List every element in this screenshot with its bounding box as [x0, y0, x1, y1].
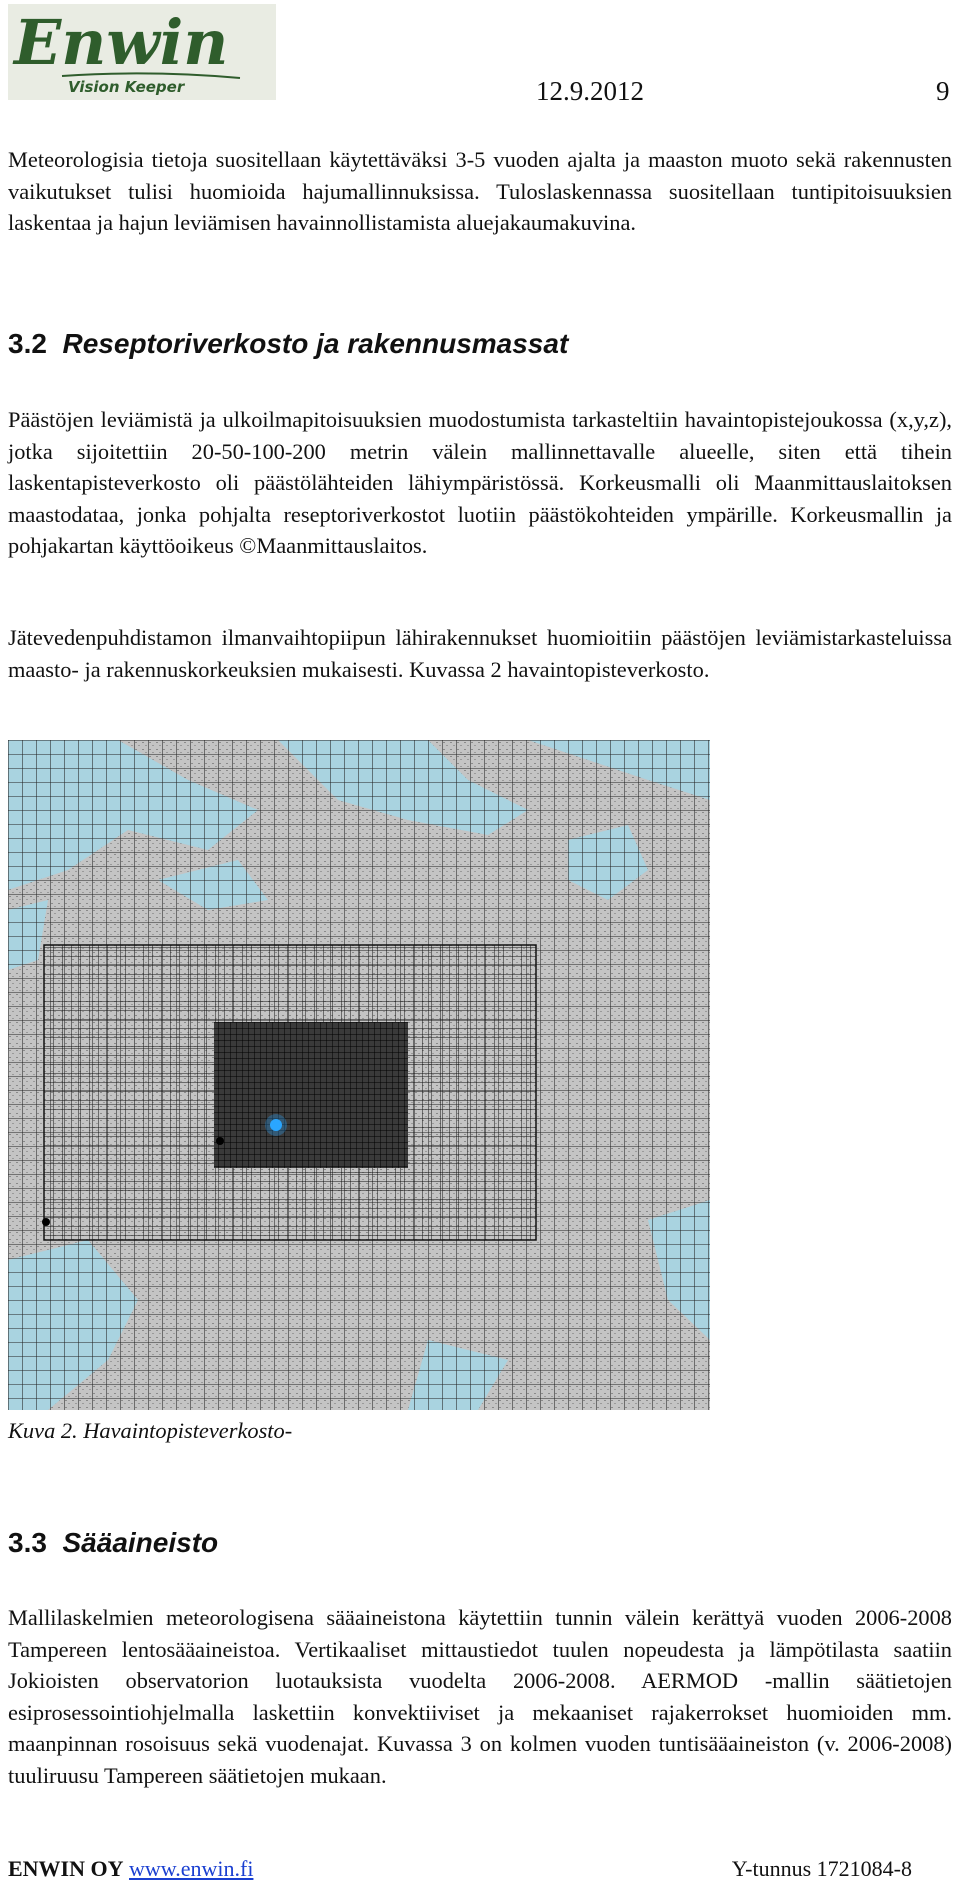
page-number: 9 — [936, 76, 950, 106]
logo-tagline: Vision Keeper — [68, 78, 185, 96]
receptor-grid-map — [8, 740, 710, 1410]
section-3-3-paragraph: Mallilaskelmien meteorologisena sääaineistona käytettiin tunnin välein kerättyä vuoden 2006-2008 Tampereen lentosääaineistoa. Vertikaaliset mittaustiedot tuulen nopeudesta ja lämpötilasta saatiin Jokioisten observatorion luotauksista vuodelta 2006-2008. AERMOD -mallin säätietojen esiprosessointiohjelmalla laskettiin konvektiiviset ja mekaaniset rajakerrokset huomioiden mm. maanpinnan rosoisuus sekä vuodenajat. Kuvassa 3 on kolmen vuoden tuntisääaineiston (v. 2006-2008) tuuliruusu Tampereen säätietojen mukaan. — [8, 1605, 952, 1788]
section-3-2-paragraph-2: Jätevedenpuhdistamon ilmanvaihtopiipun lähirakennukset huomioitiin päästöjen leviämistarkasteluissa maasto- ja rakennuskorkeuksien mukaisesti. Kuvassa 2 havaintopisteverkosto. — [8, 625, 952, 682]
section-3-2-paragraph-1: Päästöjen leviämistä ja ulkoilmapitoisuuksien muodostumista tarkasteltiin havaintopistejoukossa (x,y,z), jotka sijoitettiin 20-50-100-200 metrin välein mallinnettavalle alueelle, siten että tihein laskentapisteverkosto oli päästölähteiden lähiympäristössä. Korkeusmalli oli Maanmittauslaitoksen maastodataa, jonka pohjalta reseptoriverkostot luotiin päästökohteiden ympärille. Korkeusmallin ja pohjakartan käyttöoikeus ©Maanmittauslaitos. — [8, 407, 952, 558]
page-footer — [8, 1856, 952, 1882]
footer-company: ENWIN OY — [8, 1856, 124, 1881]
footer-website-link[interactable]: www.enwin.fi — [129, 1856, 254, 1881]
section-3-3-number: 3.3 — [8, 1527, 47, 1558]
section-3-2-heading — [8, 328, 568, 360]
section-3-3-title: Sääaineisto — [62, 1527, 219, 1558]
header-date: 12.9.2012 — [536, 76, 644, 106]
enwin-logo — [8, 4, 276, 100]
section-3-3-heading — [8, 1527, 218, 1559]
logo-text: Enwin — [14, 6, 229, 79]
section-3-2-title: Reseptoriverkosto ja rakennusmassat — [62, 328, 569, 359]
section-3-2-number: 3.2 — [8, 328, 47, 359]
figure-caption: Kuva 2. Havaintopisteverkosto- — [8, 1418, 293, 1443]
footer-business-id: Y-tunnus 1721084-8 — [731, 1856, 912, 1881]
intro-paragraph: Meteorologisia tietoja suositellaan käytettäväksi 3-5 vuoden ajalta ja maaston muoto sekä rakennusten vaikutukset tulisi huomioida hajumallinnuksissa. Tuloslaskennassa suositellaan tuntipitoisuuksien laskentaa ja hajun leviämisen havainnollistamista aluejakaumakuvina. — [8, 147, 952, 235]
